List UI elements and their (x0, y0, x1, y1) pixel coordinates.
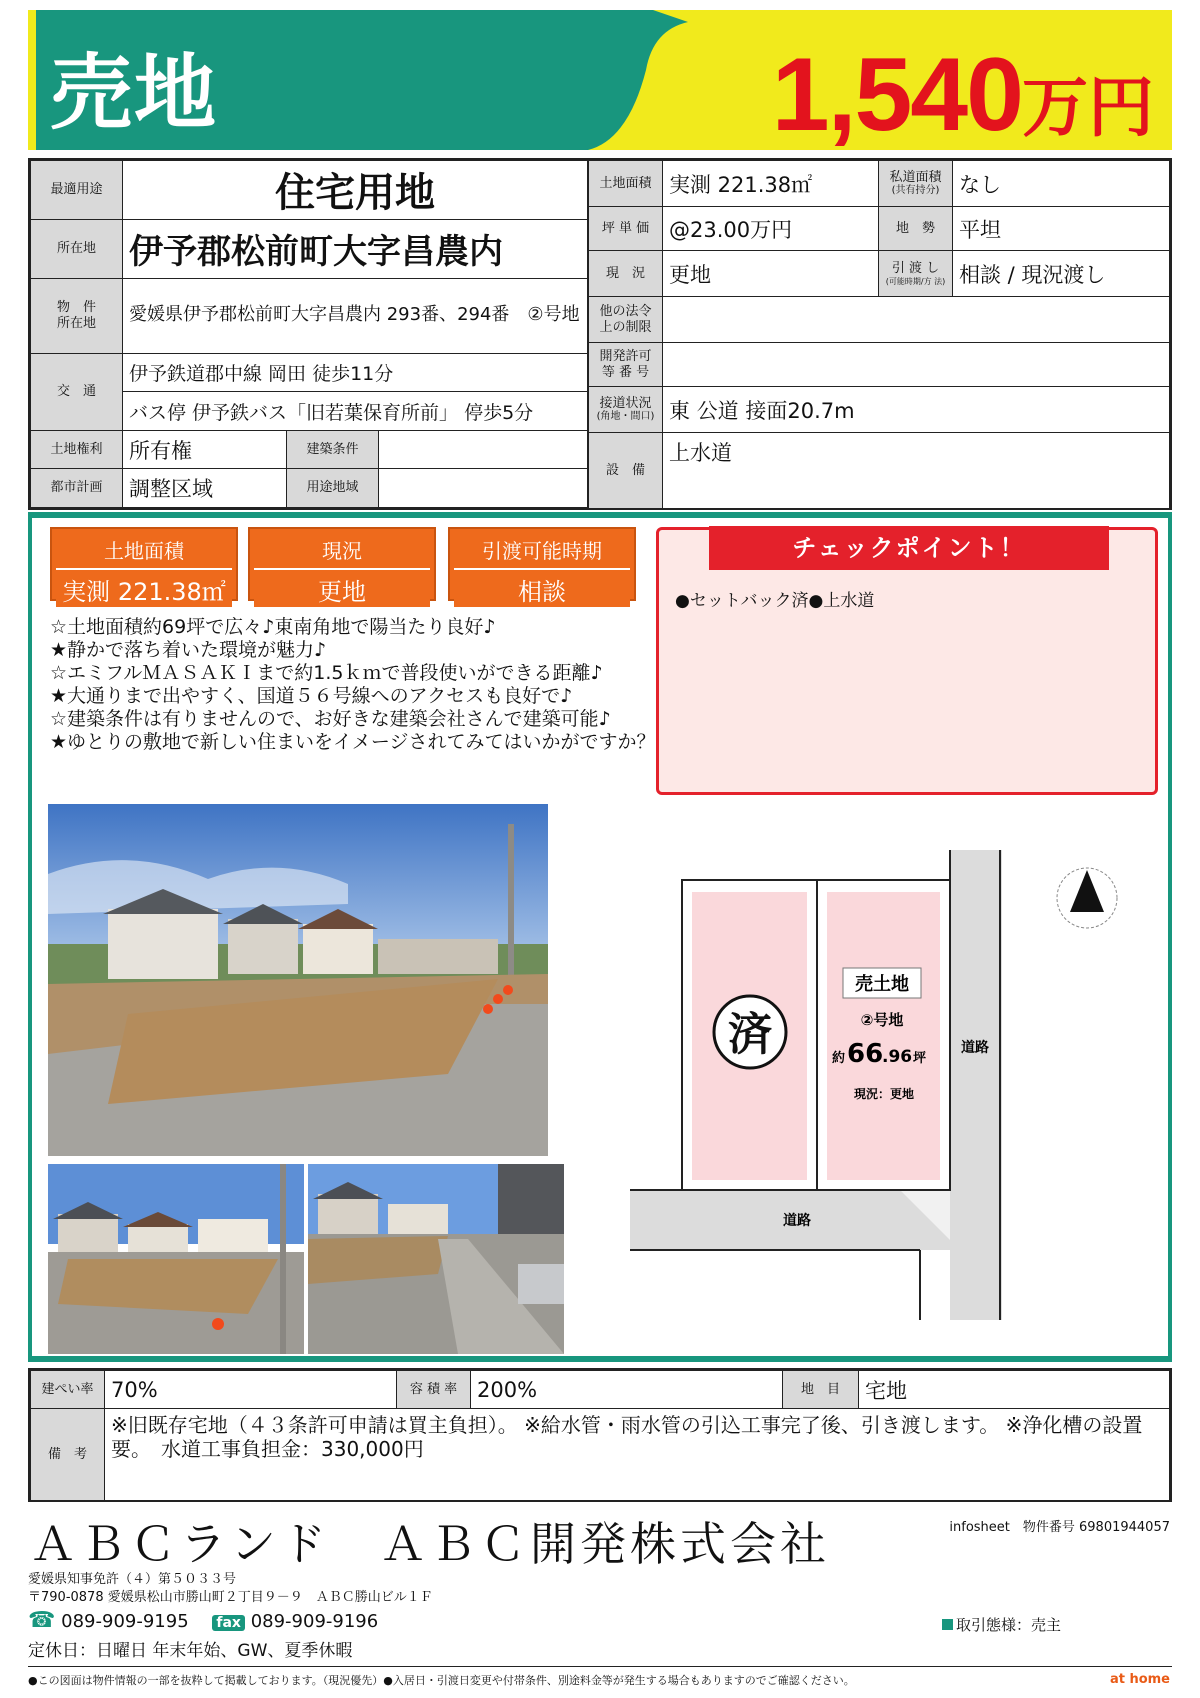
phone-number[interactable]: 089-909-9195 (61, 1611, 189, 1632)
left-info-table (30, 160, 588, 508)
header-banner (28, 10, 1172, 150)
price (772, 36, 1154, 150)
facilities-value: 上水道 (663, 433, 1170, 509)
trade-type-text: 取引態様：売主 (956, 1616, 1062, 1634)
land-right-value: 所有権 (123, 430, 287, 469)
badge-status-title: 現況 (322, 539, 362, 563)
sub-photo-2 (308, 1164, 564, 1354)
trade-type (942, 1614, 1061, 1635)
lot-size-prefix: 約 (832, 1051, 846, 1066)
far-value: 200% (471, 1371, 783, 1409)
build-condition-value (379, 430, 588, 469)
private-road-label (879, 161, 953, 207)
address-label: 物 件 所在地 (31, 278, 123, 353)
coverage-value: 70% (105, 1371, 397, 1409)
area-label: 土地面積 (589, 161, 663, 207)
road-label-text: 接道状況 (599, 395, 652, 411)
right-info-table (588, 160, 1170, 509)
description-line: ★ゆとりの敷地で新しい住まいをイメージされてみてはいかがですか？ (50, 731, 656, 753)
remarks-value: ※旧既存宅地（４３条許可申請は買主負担）。 ※給水管・雨水管の引込工事完了後、引き渡します。 ※浄化槽の設置要。 水道工事負担金：330,000円 (105, 1409, 1170, 1501)
athome-logo: at home (1109, 1672, 1170, 1687)
lot-title: 売土地 (855, 974, 909, 995)
road-east-label: 道路 (961, 1040, 989, 1056)
header-accent-bar (28, 10, 36, 150)
badge-area (50, 527, 238, 606)
handover-value: 相談 / 現況渡し (953, 251, 1170, 297)
description-line: ★静かで落ち着いた環境が魅力♪ (50, 639, 327, 661)
sold-mark-text: 済 (728, 1009, 772, 1060)
dev-permit-value (663, 343, 1170, 387)
badge-handover-title: 引渡可能時期 (482, 539, 602, 563)
bottom-table (30, 1370, 1170, 1501)
checkpoint-body: ●セットバック済●上水道 (675, 591, 875, 611)
property-info-table (28, 158, 1172, 510)
land-category-label: 地 目 (783, 1371, 859, 1409)
checkpoint-box (656, 527, 1158, 795)
badge-status-value: 更地 (254, 568, 430, 607)
contact-info (28, 1608, 378, 1633)
status-label: 現 況 (589, 251, 663, 297)
address-value: 愛媛県伊予郡松前町大字昌農内 293番、294番 ②号地 (123, 278, 588, 353)
private-road-sub: (共有持分) (891, 185, 940, 197)
use-label: 最適用途 (31, 161, 123, 220)
price-unit: 万円 (1022, 70, 1154, 144)
private-road-value: なし (953, 161, 1170, 207)
coverage-label: 建ぺい率 (31, 1371, 105, 1409)
badge-handover (448, 527, 636, 606)
city-plan-value: 調整区域 (123, 469, 287, 508)
handover-sub: (可能時期/方 法) (885, 276, 946, 286)
sub-photo-1 (48, 1164, 304, 1354)
price-number: 1,540 (771, 37, 1022, 150)
page-title: 売地 (50, 46, 219, 141)
lot-size-unit: 坪 (913, 1051, 927, 1066)
company-address: 〒790-0878 愛媛県松山市勝山町２丁目９－９ ＡＢＣ勝山ビル１Ｆ (28, 1590, 433, 1605)
zoning-value (379, 469, 588, 508)
road-south-label: 道路 (783, 1213, 811, 1229)
other-law-value (663, 297, 1170, 343)
badge-area-title: 土地面積 (104, 539, 184, 563)
sub-photo-2-image (308, 1164, 564, 1354)
build-condition-label: 建築条件 (287, 430, 379, 469)
badge-status (248, 527, 436, 606)
location-value: 伊予郡松前町大字昌農内 (123, 219, 588, 278)
trade-square-icon (942, 1619, 953, 1630)
private-road-label-text: 私道面積 (889, 169, 942, 185)
location-label: 所在地 (31, 219, 123, 278)
area-value: 実測 221.38㎡ (663, 161, 879, 207)
checkpoint-title: チェックポイント！ (709, 526, 1109, 570)
use-value: 住宅用地 (123, 161, 588, 220)
zoning-label: 用途地域 (287, 469, 379, 508)
road-sub: (角地・間口) (596, 411, 655, 423)
traffic-line-1: 伊予鉄道郡中線 岡田 徒歩11分 (123, 353, 588, 392)
lot-number: ②号地 (860, 1011, 904, 1029)
company-name: ＡＢＣランド ＡＢＣ開発株式会社 (30, 1517, 830, 1571)
handover-label-text: 引 渡 し (891, 260, 940, 276)
footer-divider (28, 1666, 1172, 1667)
handover-label (879, 251, 953, 297)
description-line: ☆建築条件は有りませんので、お好きな建築会社さんで建築可能♪ (50, 708, 611, 730)
badge-area-value: 実測 221.38㎡ (56, 568, 232, 607)
phone-icon: ☎ (28, 1608, 56, 1633)
traffic-line-2: バス停 伊予鉄バス「旧若葉保育所前」 停歩5分 (123, 392, 588, 431)
main-photo-image (48, 804, 548, 1156)
terrain-label: 地 勢 (879, 207, 953, 251)
bottom-info-table (28, 1368, 1172, 1502)
fax-icon: fax (212, 1615, 245, 1631)
lot-status: 現況：更地 (853, 1087, 915, 1101)
road-value: 東 公道 接面20.7m (663, 387, 1170, 433)
land-category-value: 宅地 (859, 1371, 1170, 1409)
plot-map (630, 840, 1160, 1320)
footer-note: ●この図面は物件情報の一部を抜粋して掲載しております。（現況優先）●入居日・引渡日変更や付帯条件、別途料金等が発生する場合もありますのでご確認ください。 (28, 1674, 855, 1687)
description-line: ☆エミフルＭＡＳＡＫＩまで約1.5ｋｍで普段使いができる距離♪ (50, 662, 603, 684)
tsubo-value: @23.00万円 (663, 207, 879, 251)
traffic-label: 交 通 (31, 353, 123, 430)
facilities-label: 設 備 (589, 433, 663, 509)
fax-number[interactable]: 089-909-9196 (250, 1611, 379, 1632)
road-label (589, 387, 663, 433)
description-line: ☆土地面積約69坪で広々♪東南角地で陽当たり良好♪ (50, 616, 496, 638)
lot-size-main: 66 (847, 1039, 884, 1069)
city-plan-label: 都市計画 (31, 469, 123, 508)
main-photo (48, 804, 548, 1156)
tsubo-label: 坪 単 価 (589, 207, 663, 251)
sub-photo-1-image (48, 1164, 304, 1354)
terrain-value: 平坦 (953, 207, 1170, 251)
badge-handover-value: 相談 (454, 568, 630, 607)
infosheet-number: infosheet 物件番号 69801944057 (949, 1520, 1170, 1535)
land-right-label: 土地権利 (31, 430, 123, 469)
description-line: ★大通りまで出やすく、国道５６号線へのアクセスも良好で♪ (50, 685, 573, 707)
license-number: 愛媛県知事免許（４）第５０３３号 (28, 1572, 237, 1587)
lot-size-decimal: .96 (882, 1047, 913, 1067)
holidays: 定休日：日曜日 年末年始、GW、夏季休暇 (28, 1641, 353, 1661)
remarks-label: 備 考 (31, 1409, 105, 1501)
far-label: 容 積 率 (397, 1371, 471, 1409)
dev-permit-label: 開発許可 等 番 号 (589, 343, 663, 387)
description (50, 616, 660, 754)
other-law-label: 他の法令 上の制限 (589, 297, 663, 343)
status-value: 更地 (663, 251, 879, 297)
